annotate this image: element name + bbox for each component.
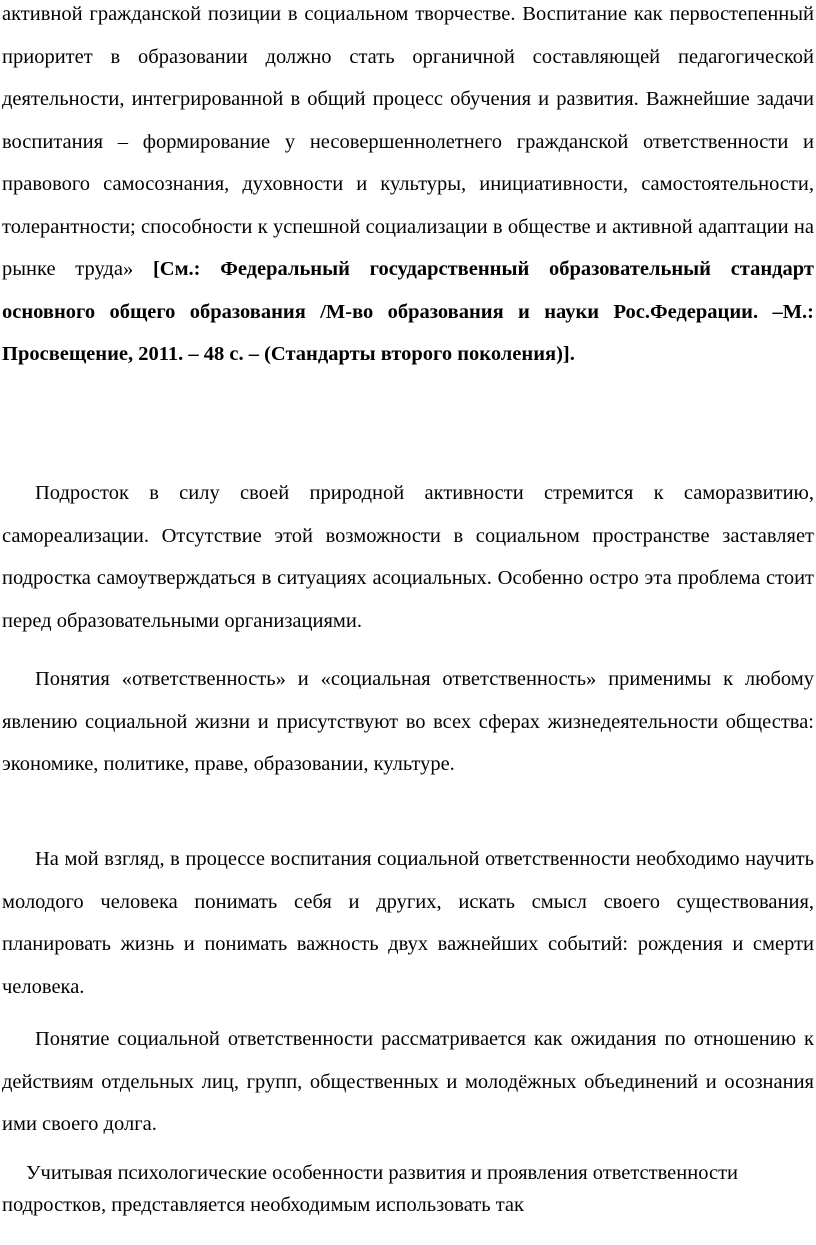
paragraph-author-view: На мой взгляд, в процессе воспитания социальной ответственности необходимо научить молодого человека понимать себя и других, искать смысл своего существования, планировать жизнь и понимать важность двух важнейших событий: рождения и смерти человека. xyxy=(2,848,814,998)
paragraph-continuation xyxy=(2,0,814,376)
paragraph-text: активной гражданской позиции в социальном творчестве. Воспитание как первостепенный приоритет в образовании должно стать органичной составляющей педагогической деятельности, интегрированной в общий процесс обучения и развития. Важнейшие задачи воспитания – формирование у несовершеннолетнего гражданской ответственности и правового самосознания, духовности и культуры, инициативности, самостоятельности, толерантности; способности к успешной социализации в обществе и активной адаптации на рынке труда» xyxy=(2,3,814,280)
citation-reference: [См.: Федеральный государственный образовательный стандарт основного общего образования /М-во образования и науки Рос.Федерации. –М.: Просвещение, 2011. – 48 с. – (Стандарты второго поколения)]. xyxy=(2,258,814,365)
paragraph-responsibility-concepts: Понятия «ответственность» и «социальная ответственность» применимы к любому явлению социальной жизни и присутствуют во всех сферах жизнедеятельности общества: экономике, политике, праве, образовании, культуре. xyxy=(2,668,814,775)
paragraph-teen-activity: Подросток в силу своей природной активности стремится к саморазвитию, самореализации. Отсутствие этой возможности в социальном пространстве заставляет подростка самоутверждаться в ситуациях асоциальных. Особенно остро эта проблема стоит перед образовательными организациями. xyxy=(2,482,814,632)
paragraph-social-responsibility: Понятие социальной ответственности рассматривается как ожидания по отношению к действиям отдельных лиц, групп, общественных и молодёжных объединений и осознания ими своего долга. xyxy=(2,1028,814,1135)
paragraph-psychological-features: Учитывая психологические особенности развития и проявления ответственности подростков, представляется необходимым использовать так xyxy=(2,1162,739,1216)
